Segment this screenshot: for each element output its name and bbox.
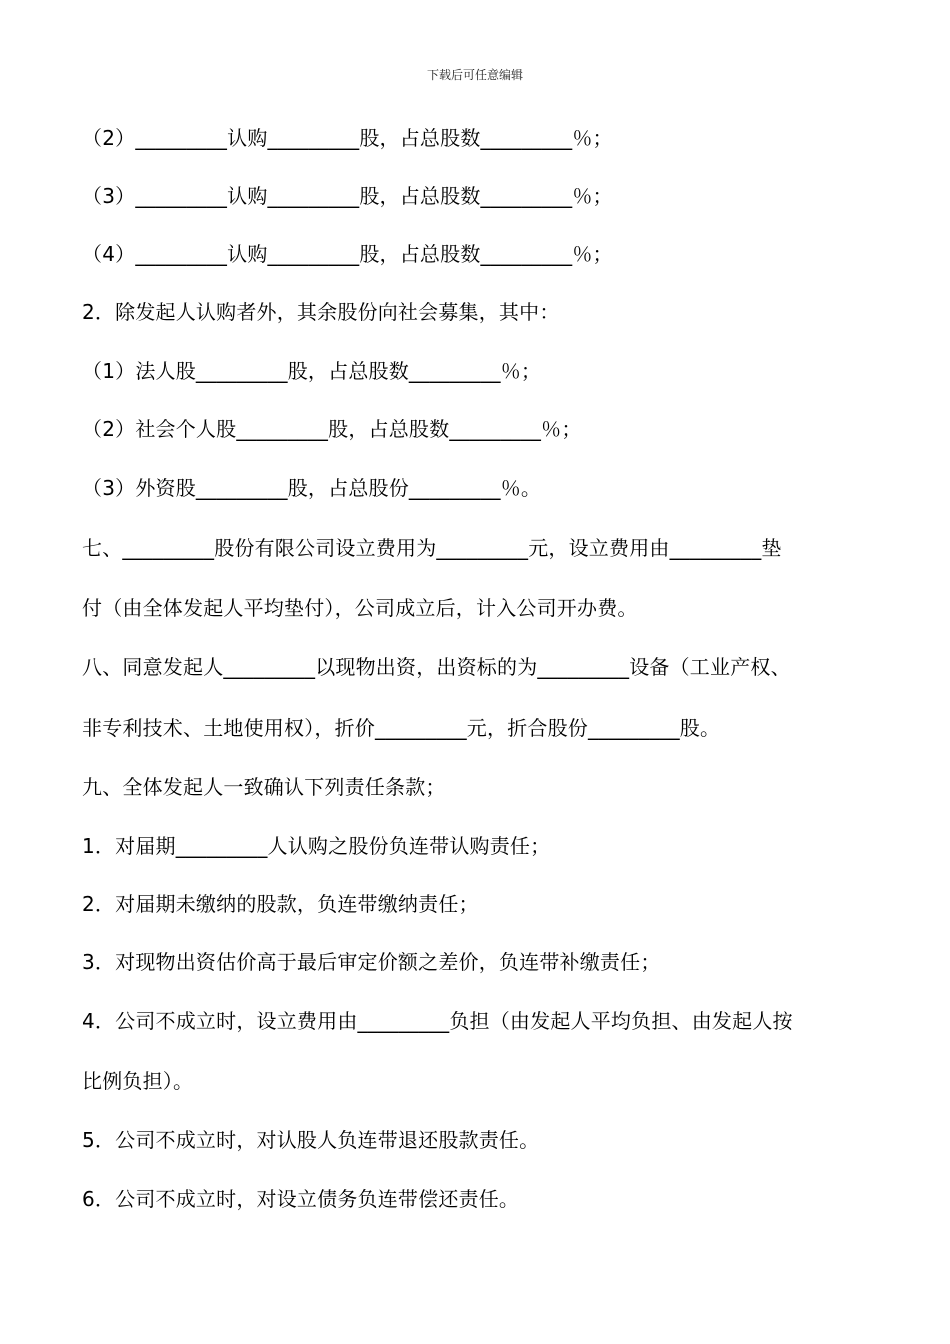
liability-item-1: 1．对届期_________人认购之股份负连带认购责任；	[82, 834, 551, 858]
liability-item-4-line-1: 4．公司不成立时，设立费用由_________负担（由发起人平均负担、由发起人按	[82, 1009, 793, 1033]
subscription-line-3: （3）_________认购_________股，占总股数_________％；	[82, 184, 613, 208]
subscription-line-2: （2）_________认购_________股，占总股数_________％；	[82, 126, 613, 150]
liability-item-3: 3．对现物出资估价高于最后审定价额之差价，负连带补缴责任；	[82, 950, 661, 974]
individual-shares-line: （2）社会个人股_________股，占总股数_________％；	[82, 417, 582, 441]
liability-item-4-line-2: 比例负担）。	[82, 1069, 194, 1093]
section-7-line-2: 付（由全体发起人平均垫付），公司成立后，计入公司开办费。	[82, 596, 638, 620]
section-7-line-1: 七、_________股份有限公司设立费用为_________元，设立费用由_________垫	[82, 536, 782, 560]
section-9-heading: 九、全体发起人一致确认下列责任条款；	[82, 775, 446, 799]
section-8-line-2: 非专利技术、土地使用权），折价_________元，折合股份_________股。	[82, 716, 721, 740]
foreign-shares-line: （3）外资股_________股，占总股份_________％。	[82, 476, 542, 500]
liability-item-2: 2．对届期未缴纳的股款，负连带缴纳责任；	[82, 892, 479, 916]
subscription-line-4: （4）_________认购_________股，占总股数_________％；	[82, 242, 613, 266]
legal-person-shares-line: （1）法人股_________股，占总股数_________％；	[82, 359, 542, 383]
liability-item-6: 6．公司不成立时，对设立债务负连带偿还责任。	[82, 1187, 520, 1211]
page-header: 下载后可任意编辑	[426, 68, 523, 82]
public-offering-heading: 2．除发起人认购者外，其余股份向社会募集，其中：	[82, 300, 560, 324]
section-8-line-1: 八、同意发起人_________以现物出资，出资标的为_________设备（工业产权、	[82, 655, 791, 679]
liability-item-5: 5．公司不成立时，对认股人负连带退还股款责任。	[82, 1128, 540, 1152]
